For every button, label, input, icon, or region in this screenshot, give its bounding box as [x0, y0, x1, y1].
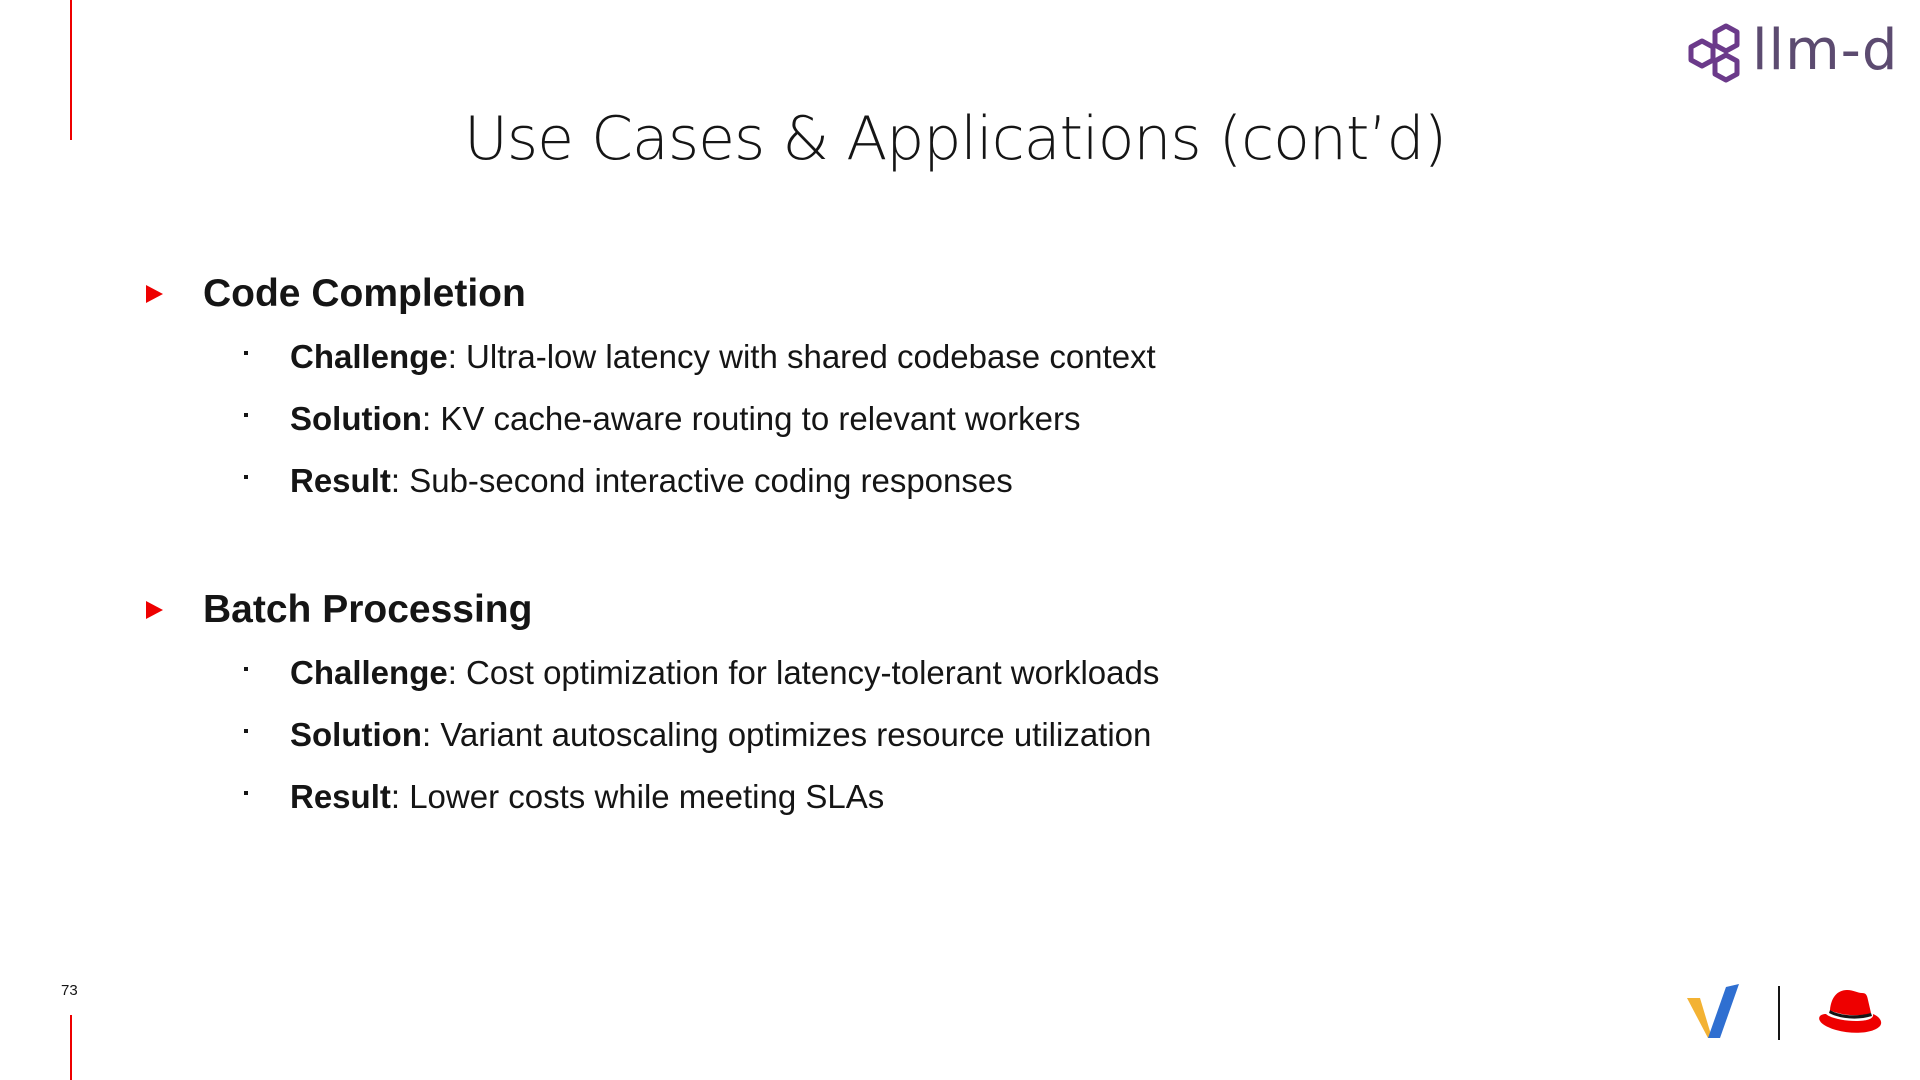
bullet-text: Cost optimization for latency-tolerant workloads — [466, 654, 1160, 691]
bullet-text: KV cache-aware routing to relevant workers — [440, 400, 1081, 437]
bullet-dot-icon — [244, 475, 248, 479]
bullet-label: Result — [290, 778, 391, 815]
vllm-logo-icon — [1686, 984, 1740, 1042]
list-item — [146, 326, 1156, 388]
hexagon-cluster-icon — [1686, 22, 1742, 84]
bullet-separator: : — [447, 654, 467, 691]
footer-logos — [1686, 984, 1884, 1042]
section-heading — [146, 582, 1159, 638]
left-accent-rule-bottom — [70, 1015, 72, 1080]
bullet-separator: : — [447, 338, 467, 375]
section-heading — [146, 266, 1156, 322]
bullet-list — [146, 326, 1156, 512]
bullet-label: Challenge — [290, 654, 448, 691]
list-item — [146, 642, 1159, 704]
list-item — [146, 450, 1156, 512]
bullet-separator: : — [421, 400, 441, 437]
bullet-label: Solution — [290, 716, 422, 753]
bullet-text: Ultra-low latency with shared codebase context — [466, 338, 1156, 375]
llm-d-logo — [1686, 18, 1899, 84]
bullet-dot-icon — [244, 351, 248, 355]
bullet-separator: : — [390, 462, 410, 499]
section-title: Code Completion — [203, 272, 526, 315]
section-batch-processing — [146, 582, 1159, 828]
llm-d-wordmark: llm-d — [1752, 18, 1899, 83]
list-item — [146, 766, 1159, 828]
bullet-text: Lower costs while meeting SLAs — [409, 778, 885, 815]
slide-title: Use Cases & Applications (cont’d) — [464, 104, 1446, 174]
bullet-text: Variant autoscaling optimizes resource utilization — [440, 716, 1152, 753]
section-code-completion — [146, 266, 1156, 512]
bullet-dot-icon — [244, 729, 248, 733]
list-item — [146, 388, 1156, 450]
bullet-separator: : — [421, 716, 441, 753]
bullet-text: Sub-second interactive coding responses — [409, 462, 1013, 499]
red-triangle-bullet-icon — [146, 601, 163, 619]
bullet-separator: : — [390, 778, 410, 815]
bullet-list — [146, 642, 1159, 828]
red-triangle-bullet-icon — [146, 285, 163, 303]
logo-divider — [1778, 986, 1780, 1040]
bullet-label: Challenge — [290, 338, 448, 375]
page-number: 73 — [61, 982, 78, 999]
section-title: Batch Processing — [203, 588, 533, 631]
bullet-label: Solution — [290, 400, 422, 437]
bullet-dot-icon — [244, 667, 248, 671]
bullet-label: Result — [290, 462, 391, 499]
red-hat-logo-icon — [1816, 986, 1884, 1040]
bullet-dot-icon — [244, 413, 248, 417]
list-item — [146, 704, 1159, 766]
bullet-dot-icon — [244, 791, 248, 795]
